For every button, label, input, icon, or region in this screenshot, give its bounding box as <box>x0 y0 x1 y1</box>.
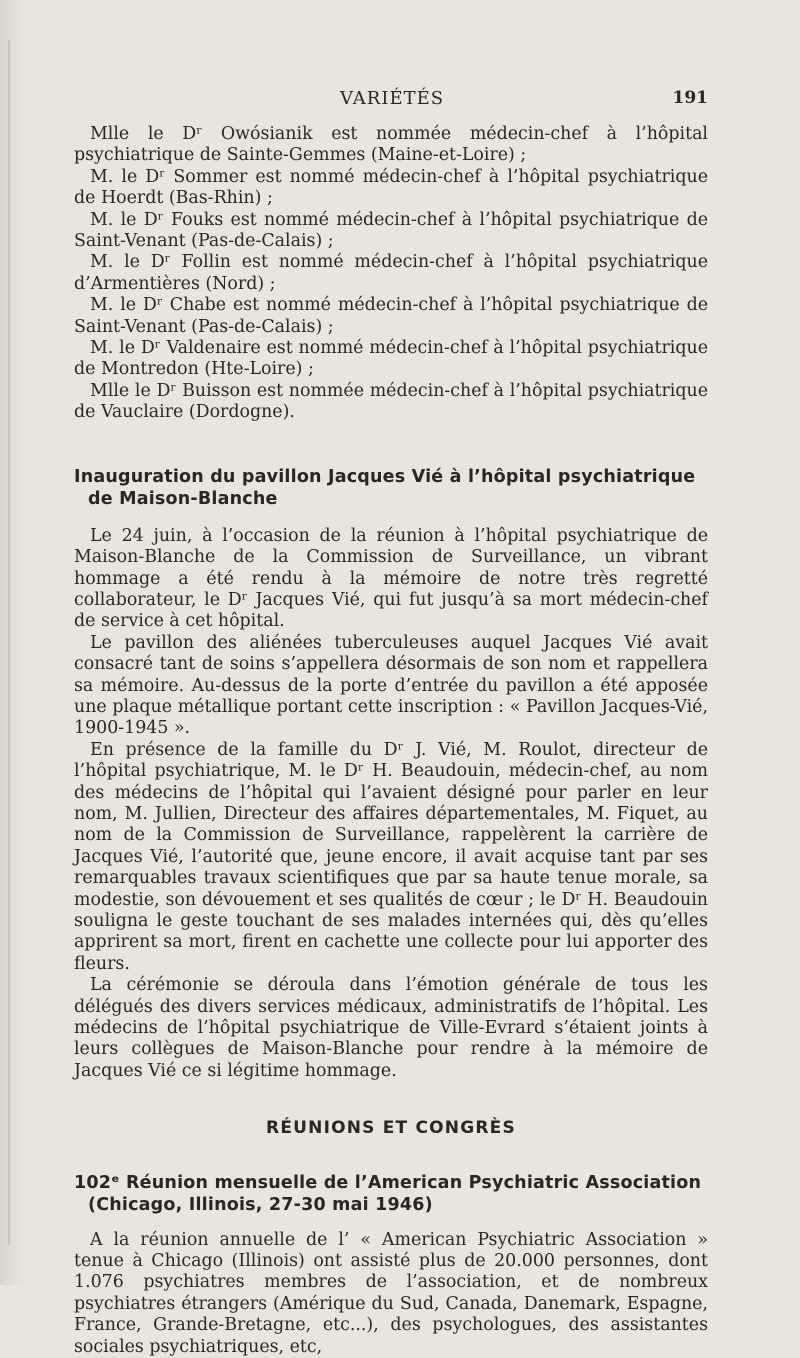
paragraph: En présence de la famille du Dʳ J. Vié, M. Roulot, directeur de l’hôpital psychiatrique, M. le Dʳ H. Beaudouin, médecin-chef, au nom des médecins de l’hôpital qui l’avaient désigné pour parler en leur nom, M. Jullien, Directeur des affaires départementales, M. Fiquet, au nom de la Commission de Surveillance, rappelèrent la carrière de Jacques Vié, l’autorité que, jeune encore, il avait acquise tant par ses remarquables travaux scientifiques que par sa haute tenue morale, sa modestie, son dévouement et ses qualités de cœur ; le Dʳ H. Beaudouin souligna le geste touchant de ses malades internées qui, dès qu’elles apprirent sa mort, firent en cachette une collecte pour lui apporter des fleurs. <box>74 739 708 974</box>
paragraph: Le 24 juin, à l’occasion de la réunion à l’hôpital psychiatrique de Maison-Blanche de la Commission de Surveillance, un vibrant hommage a été rendu à la mémoire de notre très regretté collaborateur, le Dʳ Jacques Vié, qui fut jusqu’à sa mort médecin-chef de service à cet hôpital. <box>74 525 708 632</box>
page-content <box>74 124 708 1358</box>
appointment-entry: Mlle le Dʳ Owósianik est nommée médecin-chef à l’hôpital psychiatrique de Sainte-Gemmes (Maine-et-Loire) ; <box>74 124 708 166</box>
appointment-entry: M. le Dʳ Valdenaire est nommé médecin-chef à l’hôpital psychiatrique de Montredon (Hte-Loire) ; <box>74 338 708 380</box>
page-binding-edge <box>0 0 26 1285</box>
apa-heading-line2: (Chicago, Illinois, 27-30 mai 1946) <box>88 1194 433 1215</box>
apa-body <box>74 1230 708 1358</box>
inauguration-heading-line2: de Maison-Blanche <box>88 488 278 509</box>
appointment-entry: M. le Dʳ Follin est nommé médecin-chef à l’hôpital psychiatrique d’Armentières (Nord) ; <box>74 252 708 294</box>
running-title: VARIÉTÉS <box>340 88 445 109</box>
paragraph: La cérémonie se déroula dans l’émotion générale de tous les délégués des divers services médicaux, administratifs de l’hôpital. Les médecins de l’hôpital psychiatrique de Ville-Evrard s’étaient joints à leurs collègues de Maison-Blanche pour rendre à la mémoire de Jacques Vié ce si légitime hommage. <box>74 975 708 1081</box>
running-head <box>0 88 800 114</box>
inauguration-heading <box>74 466 708 510</box>
paragraph: A la réunion annuelle de l’ « American Psychiatric Association » tenue à Chicago (Illinois) ont assisté plus de 20.000 personnes, dont 1.076 psychiatres membres de l’association, et de nombreux psychiatres étrangers (Amérique du Sud, Canada, Danemark, Espagne, France, Grande-Bretagne, etc...), des psychologues, des assistantes sociales psychiatriques, etc, <box>74 1229 708 1357</box>
inauguration-body <box>74 526 708 1083</box>
appointment-entry: M. le Dʳ Chabe est nommé médecin-chef à l’hôpital psychiatrique de Saint-Venant (Pas-de-Calais) ; <box>74 295 708 337</box>
page-number: 191 <box>672 88 708 108</box>
appointment-entry: M. le Dʳ Sommer est nommé médecin-chef à l’hôpital psychiatrique de Hoerdt (Bas-Rhin) ; <box>74 166 708 209</box>
appointment-entry: M. le Dʳ Fouks est nommé médecin-chef à l’hôpital psychiatrique de Saint-Venant (Pas-de-Calais) ; <box>74 209 708 252</box>
apa-heading-line1: 102ᵉ Réunion mensuelle de l’American Psychiatric Association <box>74 1172 702 1193</box>
inauguration-heading-line1: Inauguration du pavillon Jacques Vié à l’hôpital psychiatrique <box>74 466 696 487</box>
paragraph: Le pavillon des aliénées tuberculeuses auquel Jacques Vié avait consacré tant de soins s’appellera désormais de son nom et rappellera sa mémoire. Au-dessus de la porte d’entrée du pavillon a été apposée une plaque métallique portant cette inscription : « Pavillon Jacques-Vié, 1900-1945 ». <box>74 632 708 739</box>
reunions-heading: RÉUNIONS ET CONGRÈS <box>266 1118 516 1139</box>
apa-heading <box>74 1172 708 1216</box>
appointment-entry: Mlle le Dʳ Buisson est nommée médecin-chef à l’hôpital psychiatrique de Vauclaire (Dordogne). <box>74 380 708 423</box>
appointments-list <box>74 124 708 424</box>
